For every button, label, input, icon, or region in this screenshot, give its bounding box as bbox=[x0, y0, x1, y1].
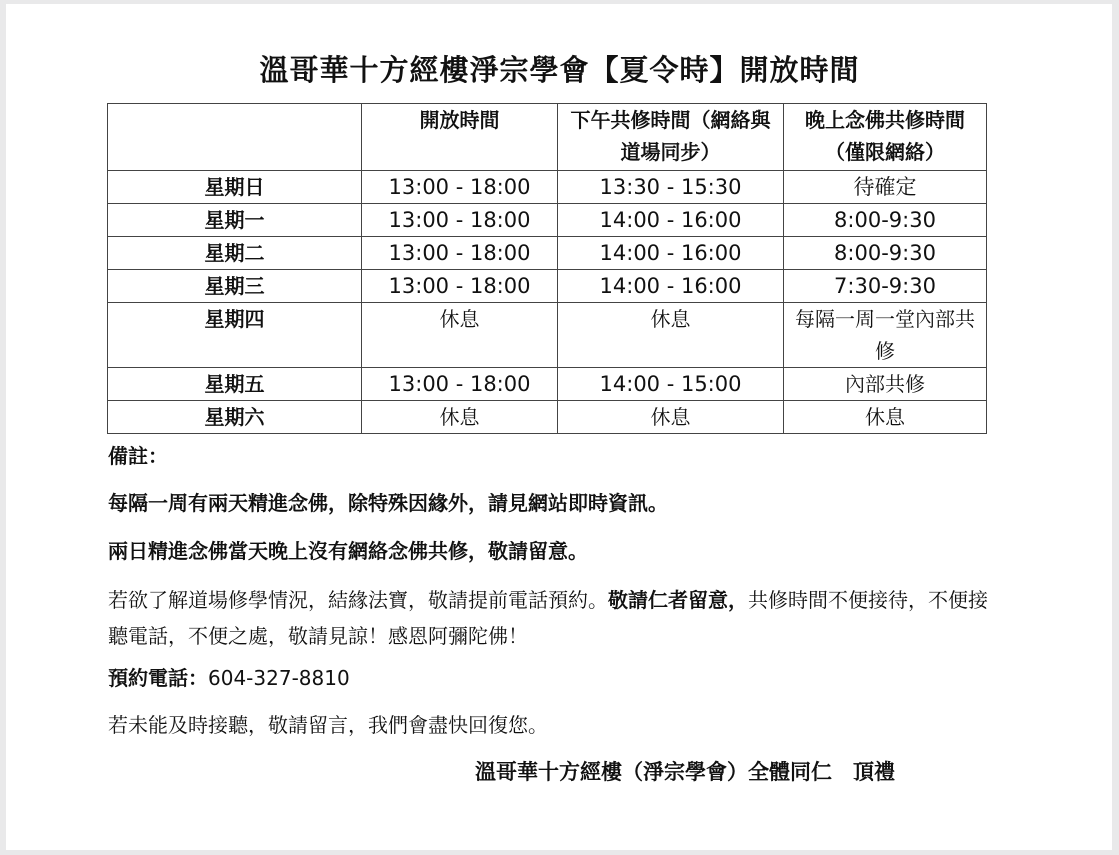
table-row bbox=[108, 368, 987, 401]
header-cell-afternoon: 下午共修時間（網絡與道場同步） bbox=[558, 104, 784, 171]
day-cell: 星期三 bbox=[108, 270, 362, 303]
day-cell: 星期二 bbox=[108, 237, 362, 270]
evening-cell: 休息 bbox=[784, 401, 987, 434]
open-cell: 休息 bbox=[362, 401, 558, 434]
phone-number: 604-327-8810 bbox=[208, 666, 350, 690]
open-cell: 13:00 - 18:00 bbox=[362, 237, 558, 270]
evening-cell: 內部共修 bbox=[784, 368, 987, 401]
afternoon-cell: 14:00 - 15:00 bbox=[558, 368, 784, 401]
afternoon-cell: 14:00 - 16:00 bbox=[558, 237, 784, 270]
afternoon-cell: 13:30 - 15:30 bbox=[558, 171, 784, 204]
day-cell: 星期六 bbox=[108, 401, 362, 434]
table-row bbox=[108, 303, 987, 368]
day-cell: 星期日 bbox=[108, 171, 362, 204]
evening-cell: 7:30-9:30 bbox=[784, 270, 987, 303]
table-header-row bbox=[108, 104, 987, 171]
evening-cell: 每隔一周一堂內部共修 bbox=[784, 303, 987, 368]
evening-cell: 8:00-9:30 bbox=[784, 204, 987, 237]
header-cell-open: 開放時間 bbox=[362, 104, 558, 171]
phone-line bbox=[108, 662, 350, 691]
evening-cell: 待確定 bbox=[784, 171, 987, 204]
note-line-1: 每隔一周有兩天精進念佛，除特殊因緣外，請見網站即時資訊。 bbox=[108, 491, 668, 515]
afternoon-cell: 休息 bbox=[558, 401, 784, 434]
evening-cell: 8:00-9:30 bbox=[784, 237, 987, 270]
header-cell-evening: 晚上念佛共修時間（僅限網絡） bbox=[784, 104, 987, 171]
schedule-table bbox=[107, 103, 987, 434]
open-cell: 13:00 - 18:00 bbox=[362, 171, 558, 204]
note-line-3-a: 若欲了解道場修學情況，結緣法寶，敬請提前電話預約。 bbox=[108, 588, 608, 612]
page-title: 溫哥華十方經樓淨宗學會【夏令時】開放時間 bbox=[259, 53, 860, 87]
open-cell: 13:00 - 18:00 bbox=[362, 270, 558, 303]
table-row bbox=[108, 237, 987, 270]
signature: 溫哥華十方經樓（淨宗學會）全體同仁 頂禮 bbox=[475, 759, 895, 784]
note-line-3-b: 敬請仁者留意， bbox=[608, 588, 748, 612]
open-cell: 13:00 - 18:00 bbox=[362, 204, 558, 237]
afternoon-cell: 14:00 - 16:00 bbox=[558, 270, 784, 303]
note-line-3-c: 共修時間不便接待，不便接聽電話，不便之處，敬請見諒！感恩阿彌陀佛！ bbox=[108, 588, 988, 648]
day-cell: 星期四 bbox=[108, 303, 362, 368]
notes-label: 備註： bbox=[108, 444, 168, 468]
note-line-5: 若未能及時接聽，敬請留言，我們會盡快回復您。 bbox=[108, 713, 548, 737]
table-row bbox=[108, 204, 987, 237]
table-row bbox=[108, 270, 987, 303]
open-cell: 休息 bbox=[362, 303, 558, 368]
afternoon-cell: 14:00 - 16:00 bbox=[558, 204, 784, 237]
day-cell: 星期五 bbox=[108, 368, 362, 401]
phone-label: 預約電話： bbox=[108, 666, 208, 690]
header-cell-empty bbox=[108, 104, 362, 171]
day-cell: 星期一 bbox=[108, 204, 362, 237]
table-row bbox=[108, 171, 987, 204]
table-row bbox=[108, 401, 987, 434]
afternoon-cell: 休息 bbox=[558, 303, 784, 368]
open-cell: 13:00 - 18:00 bbox=[362, 368, 558, 401]
note-line-3 bbox=[108, 582, 998, 654]
note-line-2: 兩日精進念佛當天晚上沒有網絡念佛共修，敬請留意。 bbox=[108, 539, 588, 563]
